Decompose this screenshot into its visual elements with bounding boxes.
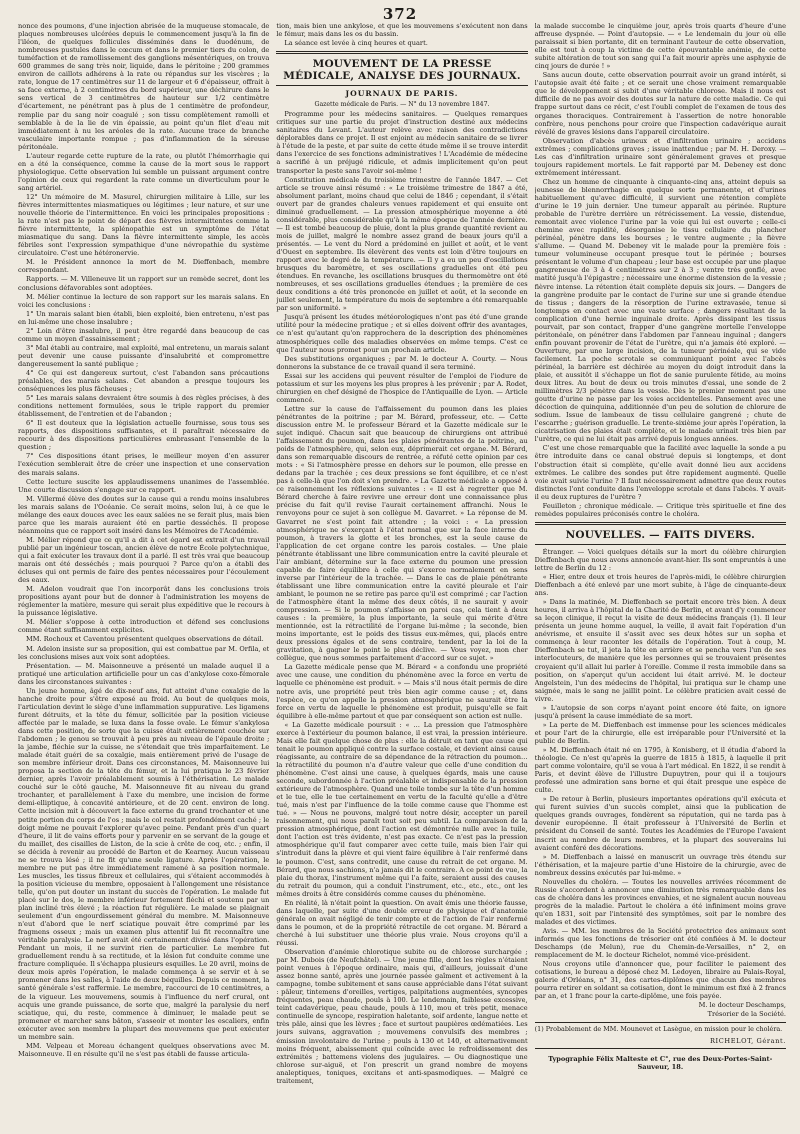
paragraph: Des substitutions organiques ; par M. le docteur A. Courty. — Nous donnerons la substance de ce travail quand il sera terminé. — [276, 354, 528, 371]
divider — [276, 85, 527, 86]
paragraph: « La Gazette médicale poursuit : « … La pression que l'atmosphère exerce à l'extérieur du poumon balance, il est vrai, la pression intérieure. Mais elle fait quelque chose de plus : elle la détruit en tant que cause qui tenait le poumon appliqué contre la surface costale, et devient ainsi cause réagissante, au contraire de sa dépendance de la rétraction du poumon…la rétractilité du poumon n'a d'autre valeur que celle d'une condition du phénomène. C'est ainsi une cause, à quelques égards, mais une cause seconde, subordonnée à l'action préalable et indispensable de la pression extérieure de l'atmosphère. Quand une toile tombe sur la tête d'un homme et le tue, elle le tue certainement en vertu de la faculté qu'elle a d'être tué, mais n'est par l'influence de la toile comme cause que l'homme est tué. » — Nous ne pouvons, malgré tout notre désir, accepter un pareil raisonnement, qui nous paraît tout soit peu subtil. La comparaison de la pression atmosphérique, dont l'action est démontrée nulle avec la tuile, dont l'action est très évidente, n'est pas exacte. Ce n'est pas la pression atmosphérique qu'il faut comparer avec cette tuile, mais bien l'air qui s'introduit dans la plèvre et qui vient faire équilibre à l'air renfermé dans le poumon. C'est, sans contredit, une cause du retrait de cet organe. M. Bérard, que nous sachions, n'a jamais dit le contraire. A ce point de vue, la plaie du thorax, l'instrument même qui l'a faite, seraient aussi des causes du retrait du poumon, qui a conduit l'instrument, etc., etc., etc., ont les mêmes droits à être considérés comme causes du phénomène. — [276, 720, 528, 898]
column-3 — [535, 22, 786, 1128]
paragraph: M. Adelon insiste sur sa proposition, qui est combattue par M. Orfila, et les conclusions mises aux voix sont adoptées. — [18, 644, 270, 661]
paragraph: MM. Velpeau et Moreau échangent quelques observations avec M. Maisonneuve. Il en résulte qu'il ne s'est pas établi de fausse articula- — [18, 1041, 270, 1058]
paragraph: 7° Ces dispositions étant prises, le meilleur moyen d'en assurer l'exécution semblerait être de créer une inspection et une conservation des marais salans. — [18, 452, 270, 477]
paragraph: Cette lecture suscite les applaudissemens unanimes de l'assemblée. Une courte discussion s'engage sur ce rapport. — [18, 477, 270, 494]
column-1 — [18, 22, 269, 1128]
paragraph: En réalité, là n'était point la question. On avait émis une théorie fausse, dans laquelle, par suite d'une double erreur de physique et d'anatomie générale on avait négligé de tenir compte et de l'action de l'air renfermé dans le poumon, et de la propriété rétractile de cet organe. M. Bérard a cherché à lui substituer une théorie plus vraie. Nous croyons qu'il a réussi. — [276, 898, 528, 947]
paragraph: M. Mélier s'oppose à cette introduction et défend ses conclusions comme étant suffisamment explicites. — [18, 618, 270, 635]
divider — [535, 1048, 786, 1049]
paragraph: tion, mais bien une ankylose, et que les mouvemens s'exécutent non dans le fémur, mais dans les os du bassin. — [276, 22, 528, 39]
journal-title: Gazette médicale de Paris. — N° du 13 novembre 1847. — [314, 101, 490, 109]
paragraph: Présentation. — M. Maisonneuve a présenté un malade auquel il a pratiqué une articulation artificielle pour un cas d'ankylose coxo-fémorale dans les circonstances suivantes : — [18, 661, 270, 686]
signature-title: Trésorier de la Société. — [707, 1010, 786, 1019]
paragraph: 4° Ce qui est dangereux surtout, c'est l'abandon sans précautions préalables, des marais salans. Cet abandon a presque toujours les conséquences les plus fâcheuses ; — [18, 368, 270, 394]
paragraph: M. le Président annonce la mort de M. Dieffenbach, membre correspondant. — [18, 258, 270, 275]
paragraph: Avis. — MM. les membres de la Société protectrice des animaux sont informés que les fonctions de trésorier ont été confiées à M. le docteur Deschamps (de Melun), rue du Chemin-de-Versailles, n° 2, en remplacement de M. le docteur Richelot, nommé vice-président. — [534, 927, 786, 960]
paragraph: M. Villermé élève des doutes sur la cause qui a rendu moins insalubres les marais salans de l'Océanie. Ce serait moins, selon lui, à ce que le mélange des eaux douces avec les eaux salées ne se ferait plus, mais bien parce que les marais auraient été en partie desséchés. Il propose néanmoins que ce rapport soit inséré dans les Mémoires de l'Académie. — [18, 494, 270, 535]
paragraph: 12° Un mémoire de M. Masurel, chirurgien militaire à Lille, sur les fièvres intermittentes miasmatiques ou légitimes ; leur nature, et sur une nouvelle théorie de l'intermittence. En voici les principales propositions : la rate n'est pas le point de départ des fièvres intermittentes comme la fièvre intermittente, la splénopathie est un symptôme de l'état miasmatique du sang. Dans la fièvre intermittente simple, les accès fébriles sont l'expression sympathique d'une névropathie du système circulatoire. C'est une hétéronervie. — [18, 192, 270, 258]
paragraph: M. Mélier répond que ce qu'il a dit à cet égard est extrait d'un travail publié par un ingénieur toscan, ancien élève de notre École polytechnique, qui a fait exécuter les travaux dont il a parlé. Il est très vrai que beaucoup marais ont été desséchés ; mais pourquoi ? Parce qu'on a établi des écluses qui ont permis de faire des pentes nécessaires pour l'écoulement des eaux. — [18, 535, 270, 585]
paragraph: L'auteur regarde cette rupture de la rate, ou plutôt l'hémorrhagie qui en a été la conséquence, comme la cause de la mort sous le rapport physiologique. Cette observation lui semble un puissant argument contre l'opinion de ceux qui regardent la rate comme un diverticulum pour le sang artériel. — [18, 151, 270, 192]
paragraph: Constitution médicale du troisième trimestre de l'année 1847. — Cet article se trouve ainsi résumé : « Le troisième trimestre de 1847 a été, absolument parlant, moins chaud que celui de 1846 ; cependant, il s'était ouvert par de grandes chaleurs venues rapidement et qui ensuite ont diminué graduellement. — La pression atmosphérique moyenne a été considérable, plus considérable qu'à la même époque de l'année dernière. — Il est tombé beaucoup de pluie, dont la plus grande quantité revient au mois de juillet, malgré le nombre assez grand de beaux jours qu'il a présentés. — Le vent du Nord a prédominé en juillet et août, et le vent d'Ouest en septembre. Ils élevèrent des vents est loin d'être toujours en rapport avec le degré de la température. — Il y a eu un peu d'oscillations brusques du baromètre, et ses oscillations graduelles ont été peu étendues. En revanche, les oscillations brusques du thermomètre ont été nombreuses, et ses oscillations graduelles étendues ; la première de ces deux conditions a été très prononcée en juillet et août, et la seconde en juillet seulement, la température du mois de septembre a été remarquable par son uniformité. » — [276, 175, 528, 313]
paragraph: » L'autopsie de son corps n'ayant point encore été faite, on ignore jusqu'à présent la cause immédiate de sa mort. — [534, 703, 786, 720]
footnote: (1) Probablement de MM. Mounevet et Lasègue, en mission pour le choléra. — [535, 1022, 786, 1033]
manager-signature: RICHELOT, Gérant. — [709, 1036, 786, 1045]
paragraph: 3° Mal établi au contraire, mal exploité, mal entretenu, un marais salant peut devenir une cause puissante d'insalubrité et compromettre dangereusement la santé publique ; — [18, 343, 270, 368]
divider — [535, 522, 786, 525]
paragraph: 1° Un marais salant bien établi, bien exploité, bien entretenu, n'est pas en lui-même une chose insalubre ; — [18, 309, 270, 326]
printer-imprint: Typographie Félix Malteste et C°, rue des Deux-Portes-Saint-Sauveur, 18. — [548, 1054, 773, 1071]
paragraph: 6° Il est douteux que la législation actuelle fournisse, sous tous ses rapports, des dispositions suffisantes, et il paraîtrait nécessaire de recourir à des dispositions particulières embrassant l'ensemble de la question ; — [18, 419, 270, 452]
paragraph: Essai sur les accidens qui peuvent résulter de l'emploi de l'iodure de potassium et sur les moyens les plus propres à les prévenir ; par A. Rodet, chirurgien en chef désigné de l'hospice de l'Antiquaille de Lyon. — Article commencé. — [276, 371, 528, 404]
divider — [535, 544, 786, 545]
paragraph: Un jeune homme, âgé de dix-neuf ans, fut atteint d'une coxalgie de la hanche droite pour s'être exposé au froid. Au bout de quelques mois, l'articulation devint le siège d'une inflammation suppurative. Les ligamens furent détruits, et la tête du fémur, sollicitée par la position vicieuse affectée par le malade, se luxa dans la fosse ovale. Le fémur s'ankylosa dans cette position, de sorte que la cuisse était entièrement couchée sur l'abdomen ; le genou se trouvait à peu près au niveau de l'épaule droite ; la jambe, fléchie sur la cuisse, ne s'étendait que très imparfaitement. Le malade était guéri de sa coxalgie, mais entièrement privé de l'usage de son membre inférieur droit. Dans ces circonstances, M. Maisonneuve lui proposa la section de la tête du fémur, et la lui pratiqua le 23 février dernier, après l'avoir préalablement soumis à l'éthérisation. Le malade couché sur le côté gauche, M. Maisonneuve fit au niveau du grand trochanter, et parallèlement à l'axe du membre, une incision de forme demi-elliptique, à concavité antérieure, et de 20 cent. environ de long. Cette incision mit à découvert la face externe du grand trochanter et une petite portion du corps de l'os ; mais le col restait profondément caché ; le doigt même ne pouvait l'explorer qu'avec peine. Pendant près d'un quart d'heure, il lit de vains efforts pour y parvenir en se servant de la gouge et du maillet, des cisailles de Liston, de la scie à crête de coq, etc. ; enfin, il se décida à revenir au procédé de Barton et de Kearney. Aucun vaisseau ne se trouva lésé ; il ne fit qu'une seule ligature. Après l'opération, le membre ne put pas être immédiatement ramené à sa position normale. Les muscles, les tissus fibreux et cellulaires, qui s'étaient accommodés à la position vicieuse du membre, opposaient à l'allongement une résistance telle, qu'on put douter un instant du succès de l'opération. Le malade fut placé sur le dos, le membre inférieur fortement fléchi et soutenu par un plan incliné très élevé ; la réaction fut régulière. Le malade se plaignait seulement d'un engourdissement général du membre. M. Maisonneuve n'eut d'abord que le nerf sciatique pouvait être comprimé par les fragmens osseux ; mais un examen plus attentif lui fit reconnaître une véritable paralysie. Le nerf avait été certainement divisé dans l'opération. Pendant un mois, il ne survint rien de particulier. Le membre fut graduellement rendu à sa rectitude, et la lésion fut conduite comme une fracture compliquée. Il s'échappa plusieurs esquilles. Le 20 avril, moins de deux mois après l'opération, le malade commença à se servir et à se promener dans les salles, à l'aide de deux béquilles. Depuis ce moment, la santé générale s'est raffermie. Le membre, raccourci de 10 centimètres, a de la vigueur. Les mouvemens, soumis à l'influence du nerf crural, ont acquis une grande puissance, de sorte que, malgré la paralysie du nerf sciatique, qui, du reste, commence à diminuer, le malade peut se promener et marcher sans bâton, s'asseoir et monter les escaliers, enfin exécuter avec son membre la plupart des mouvemens que peut exécuter un membre sain. — [18, 686, 270, 1041]
paragraph: » Dans la matinée, M. Dieffenbach se portait encore très bien. À deux heures, il arriva à l'hôpital de la Charité de Berlin, et avant d'y commencer sa leçon clinique, il reçut la visite de deux médecins français (1). Il leur présenta un jeune homme auquel, la veille, il avait fait l'opération d'un anévrisme, et ensuite il s'assit avec ses deux hôtes sur un sopha et commença à leur raconter les détails de l'opération. Tout à coup, M. Dieffenbach se tut, il jeta la tête en arrière et se pencha vers l'un de ses interlocuteurs, de manière que les personnes qui se trouvaient présentes croyaient qu'il allait lui parler à l'oreille. Comme il resta immobile dans sa position, on s'aperçut qu'un accident lui était arrivé. M. le docteur Angelstein, l'un des médecins de l'hôpital, lui pratiqua sur le champ une saignée, mais le sang ne jaillit point. Le célèbre praticien avait cessé de vivre. — [534, 598, 786, 703]
paragraph: MM. Rochoux et Caventou présentent quelques observations de détail. — [26, 635, 264, 644]
paragraph: Sans aucun doute, cette observation pourrait avoir un grand intérêt, si l'autopsie avait été faite ; et ce serait une chose vraiment remarquable que le développement si subit d'une véritable chlorose. Mais il nous est difficile de ne pas avoir des doutes sur la nature de cette maladie. Ce qui frappe surtout dans ce récit, c'est l'oubli complet de l'examen de tous des organes thoraciques. Contrairement à l'assertion de notre honorable confrère, nous penchons pour croire que l'inspection cadavérique aurait révélé de graves lésions dans l'appareil circulatoire. — [534, 71, 786, 136]
paragraph: Feuilleton ; chronique médicale. — Critique très spirituelle et fine des remèdes populaires préconisés contre le choléra. — [534, 501, 786, 518]
paragraph: » De retour à Berlin, plusieurs importantes opérations qu'il exécuta et qui furent suivies d'un succès complet, ainsi que la publication de quelques grands ouvrages, fondèrent sa réputation, qui ne tarda pas à devenir européenne. Il était professeur à l'Université de Berlin et président du Conseil de santé. Toutes les Académies de l'Europe l'avaient inscrit au nombre de leurs membres, et la plupart des souverains lui avaient conféré des décorations. — [534, 795, 786, 852]
signature-name: M. le docteur Deschamps, — [698, 1001, 786, 1010]
page-number: 372 — [382, 5, 418, 23]
paragraph: » M. Dieffenbach était né en 1795, à Konisberg, et il étudia d'abord la théologie. Ce n'est qu'après la guerre de 1815 à 1815, à laquelle il prit part comme volontaire, qu'il se voua à l'art médical. En 1822, il se rendit à Paris, et devint élève de l'illustre Dupuytren, pour qui il a toujours professé une admiration sans borne et qui était presque une espèce de culte. — [534, 745, 786, 795]
columns — [18, 22, 786, 1128]
column-2 — [276, 22, 527, 1128]
paragraph: C'est une chose remarquable que la facilité avec laquelle la sonde a pu être introduite dans ce canal obstrué depuis si longtemps, et dont l'obstruction était si complète, qu'elle avait donné lieu aux accidens extrêmes. Le calibre des sondes put être rapidement augmenté. Quelle voie avait suivie l'urine ? Il faut nécessairement admettre que deux routes distinctes l'ont conduite dans l'enveloppe scrotale et dans l'abcès. Y avait-il eu deux ruptures de l'urètre ? — [534, 444, 786, 501]
paragraph: Programme pour les médecins sanitaires. — Quelques remarques critiques sur une partie du projet d'instruction destiné aux médecins sanitaires du Levant. L'auteur relève avec raison des contradictions déplorables dans ce projet. Il est enjoint au médecin sanitaire de se livrer à l'étude de la peste, et par suite de cette étude même il se trouve interdit dans l'exercice de ses fonctions administratives ! L'Académie de médecine a sacrifié à un préjugé ridicule, et admis implicitement qu'on peut transporter la peste sans l'avoir soi-même ! — [276, 110, 528, 175]
paragraph: Observation d'anémie chlorotique subite ou de chlorose surchargée ; par M. Dubois (de Neufchâtel). — Une jeune fille, dont les règles n'étaient point venues à l'époque ordinaire, mais qui, d'ailleurs, jouissait d'une assez bonne santé, après une journée passée gaîment et activement à la campagne, tombe subitement et sans cause appréciable dans l'état suivant : pâleur, tintemens d'oreilles, vertiges, palpitations augmentées, syncopes fréquentes, peau chaude, pouls à 100. Le lendemain, faiblesse excessive, teint cadavérique, peau chaude, pouls à 110, mou et très petit, menace continuelle de syncope, respiration haletante, soif ardente, langue nette et très pâle, ainsi que les lèvres ; face et surtout paupières œdématiées. Les jours suivans, aggravation ; mouvemens convulsifs des membres ; émission involontaire de l'urine ; pouls à 130 et 140, et alternativement moins fréquent, abaissement qui coïncide avec le refroidissement des extrémités ; battemens violens des jugulaires. — Ou diagnostique une chlorose sur-aiguë, et l'on prescrit un grand nombre de moyens analeptiques, toniques, excitans et anti-spasmodiques. — Malgré ce traitement, — [276, 948, 528, 1085]
paragraph: Observation d'abcès urineux et d'infiltration urinaire ; accidens extrêmes ; complications graves ; issue inattendue ; par M. H. Deroxy. — Les cas d'infiltration urinaire sont généralement graves et presque toujours rapidement mortels. Le fait rapporté par M. Debeney est donc extrêmement intéressant. — [534, 136, 786, 177]
paragraph: La Gazette médicale pense que M. Bérard « a confondu une propriété avec une cause, une condition du phénomène avec la force en vertu de laquelle ce phénomène est produit. » — Mais s'il nous était permis de dire notre avis, une propriété peut très bien agir comme cause ; et, dans l'espèce, ce qu'on appelle la pression atmosphérique ne saurait être la force en vertu de laquelle le phénomène est produit, puisqu'elle se fait équilibre à elle-même partout et que par conséquent son action est nulle. — [276, 663, 528, 720]
paragraph: Nous croyons utile d'annoncer que, pour faciliter le paiement des cotisations, le bureau a déposé chez M. Ledoyen, libraire au Palais-Royal, galerie d'Orléans, n° 31, des cartes-diplômes que chacun des membres pourra retirer en soldant sa cotisation, dont le minimum est fixé à 2 francs par an, et 1 franc pour la carte-diplôme, une fois payée. — [534, 960, 786, 1001]
paragraph: La séance est levée à cinq heures et quart. — [284, 39, 428, 48]
section-subheading: JOURNAUX DE PARIS. — [345, 89, 459, 99]
paragraph: nonce des poumons, d'une injection abrisée de la muqueuse stomacale, de plaques nombreuses ulcérées depuis le commencement jusqu'à la fin de l'iléon, de quelques follicules disséminés dans le duodénum, de nombreuses pustules dans le cœcum et dans le premier tiers du colon, de tuméfaction et de ramollissement des ganglions mésentériques, on trouva 600 grammes de sang très noir, liquide, dans le péritoine ; 200 grammes environ de caillots adhérens à la rate ou répandus sur les viscères ; la rate, longue de 17 centimètres sur 11 de largeur et 6 d'épaisseur, offrait à sa face externe, à 2 centimètres du bord supérieur, une déchirure dans le sens vertical de 3 centimètres de hauteur sur 1/2 centimètre d'écartement, ne pénétrant pas à plus de 1 centimètre de profondeur, remplie par du sang noir coagulé ; son tissu complètement ramolli et semblable à de la lie de vin épaissie, au point qu'un filet d'eau mit immédiatement à nu les aréoles de la rate. Aucune trace de branche vasculaire importante rompue ; pas d'inflammation de la séreuse péritonéale. — [18, 22, 270, 151]
section-heading: MOUVEMENT DE LA PRESSE MÉDICALE, ANALYSE DES JOURNAUX. — [283, 58, 521, 83]
paragraph: Lettre sur la cause de l'affaissement du poumon dans les plaies pénétrantes de la poitrine ; par M. Bérard, professeur, etc. — Cette discussion entre M. le professeur Bérard et la Gazette médicale sur le sujet indiqué. Chacun sait que beaucoup de chirurgiens ont attribué l'affaissement du poumon, dans les plaies pénétrantes de la poitrine, au poids de l'atmosphère, qui, selon eux, déprimerait cet organe. M. Bérard, dans son remarquable discours de rentrée, a réfuté cette opinion par ces mots : « Si l'atmosphère presse en dehors sur le poumon, elle presse en dedans par la trachée ; ces deux pressions se font équilibre, et ce n'est pas à celle-là que l'on doit s'en prendre. » La Gazette médicale a opposé à ce raisonnement les réflexions suivantes : « Il est à regretter que M. Bérard cherche à faire revivre une erreur dont une connaissance plus précise du fait qu'il revise l'aurait certainement affranchi. Nous le renvoyons pour ce sujet à son collègue M. Gavarret. » La réponse de M. Gavarret ne s'est point fait attendre ; la voici : « La pression atmosphérique ne s'exerçant à l'état normal que sur la face interne du poumon, à travers la glotte et les bronches, est la seule cause de l'application de cet organe contre les parois costales. — Une plaie pénétrante établissant une libre communication entre la cavité pleurale et l'air ambiant, détermine sur la face externe du poumon une pression capable de faire équilibre à celle qui s'exerce normalement en sens inverse par l'intérieur de la trachée. — Dans le cas de plaie pénétrante établissant une libre communication entre la cavité pleurale et l'air ambiant, le poumon ne se retire pas parce qu'il est comprimé ; car l'action de l'atmosphère étant la même des deux côtés, il ne saurait y avoir compression. — Si le poumon s'affaisse on paroi cas, cela tient à deux causes : la première, la plus importante, la seule qui mérite d'être mentionnée, est la rétractilité de l'organe lui-même ; la seconde, bien moins importante, est le poids des tissus eux-mêmes, qui, placés entre deux pressions égales et de sens contraire, tendent, par la loi de la gravitation, à gagner le point le plus déclive. — Vous voyez, mon cher collègue, que nous sommes parfaitement d'accord sur ce sujet. » — [276, 404, 528, 663]
paragraph: M. Adelon voudrait que l'on incorporât dans les conclusions trois propositions ayant pour but de donner à l'administration les moyens de réglementer la matière, mesure qui serait plus expéditive que le recours à la puissance législative. — [18, 585, 270, 618]
paragraph: Étranger. — Voici quelques détails sur la mort du célèbre chirurgien Dieffenbach que nous avons annoncée avant-hier. Ils sont empruntés à une lettre de Berlin du 12 : — [534, 547, 786, 572]
paragraph: » M. Dieffenbach a laissé en manuscrit un ouvrage très étendu sur l'éthérisation, et la majeure partie d'une Histoire de la chirurgie, avec de nombreux dessins exécutés par lui-même. » — [534, 852, 786, 877]
paragraph: » La perte de M. Dieffenbach est immense pour les sciences médicales et pour l'art de la chirurgie, elle est irréparable pour l'Université et la public de Berlin. — [534, 720, 786, 745]
paragraph: M. Mélier continue la lecture de son rapport sur les marais salans. En voici les conclusions : — [18, 292, 270, 309]
paragraph: Nouvelles du choléra. — Toutes les nouvelles arrivées récemment de Russie s'accordent à annoncer une diminution très remarquable dans les cas de choléra dans les provinces envahies, et ne signalent aucun nouveau progrès de la maladie. Partout le choléra a été infiniment moins grave qu'en 1831, soit par l'intensité des symptômes, soit par le nombre des malades et des victimes. — [534, 877, 786, 926]
paragraph: 5° Les marais salans devraient être soumis à des règles précises, à des conditions nettement formulées, sous le triple rapport du premier établissement, de l'entretien et de l'abandon ; — [18, 394, 270, 419]
paragraph: 2° Loin d'être insalubre, il peut être regardé dans beaucoup de cas comme un moyen d'assainissement ; — [18, 326, 270, 343]
paragraph: Jusqu'à présent les études météorologiques n'ont pas été d'une grande utilité pour la médecine pratique ; et si elles doivent offrir des avantages, ce n'est qu'autant qu'on rapprochera de la description des phénomènes atmosphériques celle des maladies observées en même temps. C'est ce que l'auteur nous promet pour un prochain article. — [276, 313, 528, 354]
paragraph: Chez un homme de cinquante à cinquante-cinq ans, atteint depuis sa jeunesse de blennorrhagie en quelque sorte permanente, et d'urines habituellement qu'avec difficulté, il survient une rétention complète d'urine le 19 juin dernier. Une tumeur apparaît au périnée. Rupture probable de l'urètre derrière un rétrécissement. La vessie, distendue, remontait avec violence l'urine par la voie qui lui est ouverte ; celle-ci chemine avec rapidité, désorganise le tissu cellulaire du plancher périnéal, pénètre dans les bourses ; le ventre augmente ; la fièvre s'allume. — Quand M. Debeney vit le malade pour la première fois : tumeur volumineuse occupant presque tout le périnée ; bourses présentant le volume d'un chapeau ; leur base est occupée par une plaque gangreneuse de 3 à 4 centimètres sur 2 à 3 ; ventre très gonflé, avec matité jusqu'à l'épigastre ; nécessaire une énorme distension de la vessie ; fièvre intense. La rétention était complète depuis six jours. — Dangers de la gangrène produite par le contact de l'urine sur une si grande étendue de tissus ; dangers de la résorption de l'urine extravasée, tenue si longtemps en contact avec une vaste surface ; dangers résultant de la complication d'une hernie inguinale droite. Après dissipant les tissus pourvait, par son contact, frapper d'une gangrène mortelle l'enveloppe péritonéale, on pénétrer dans l'abdomen par l'anneau inguinal ; dangers enfin pouvant provenir de l'état de l'urètre, qui n'a jamais été exploré. — Ouverture, par une large incision, de la tumeur périnéale, qui se vide facilement. La poche scrotale se communiquant point avec l'abcès périnéal, la barrière est déchirée au moyen du doigt introduit dans la plaie, et aussitôt il s'échappe un flot de sanie purulente fétide, au moins deux litres. Au bout de deux ou trois minutes d'essai, une sonde de 2 millimètres 2/3 pénètre dans la vessie. Dès le premier moment pas une goutte d'urine ne passe par les voies accidentelles. Pansement avec une décoction de quinquina, additionnée d'un peu de solution de chlorure de sodium. Issue de lambeaux de tissu cellulaire gangrené ; chute de l'escarrhe ; guérison graduelle. Le trente-sixième jour après l'opération, la cicatrisation des plaies était complète, et le malade urinait très bien par l'urètre, ce qui ne lui était pas arrivé depuis longues années. — [534, 177, 786, 444]
paragraph: « Hier, entre deux et trois heures de l'après-midi, le célèbre chirurgien Dieffenbach a été enlevé par une mort subite, à l'âge de cinquante-deux ans. — [534, 573, 786, 598]
paragraph: Rapports. — M. Villeneuve lit un rapport sur un remède secret, dont les conclusions défavorables sont adoptées. — [18, 275, 270, 292]
paragraph: la malade succombe le cinquième jour, après trois quarts d'heure d'une affreuse dyspnée. — Point d'autopsie. — « Le lendemain du jour où elle paraissait si bien portante, dit en terminant l'auteur de cette observation, elle est tout à coup la victime de cette épouvantable anémie, de cette subite altération de tout son sang qui l'a fait mourir après une asphyxie de cinq jours de durée ! » — [534, 22, 786, 71]
section-heading: NOUVELLES. — FAITS DIVERS. — [565, 528, 756, 541]
divider — [276, 51, 527, 54]
